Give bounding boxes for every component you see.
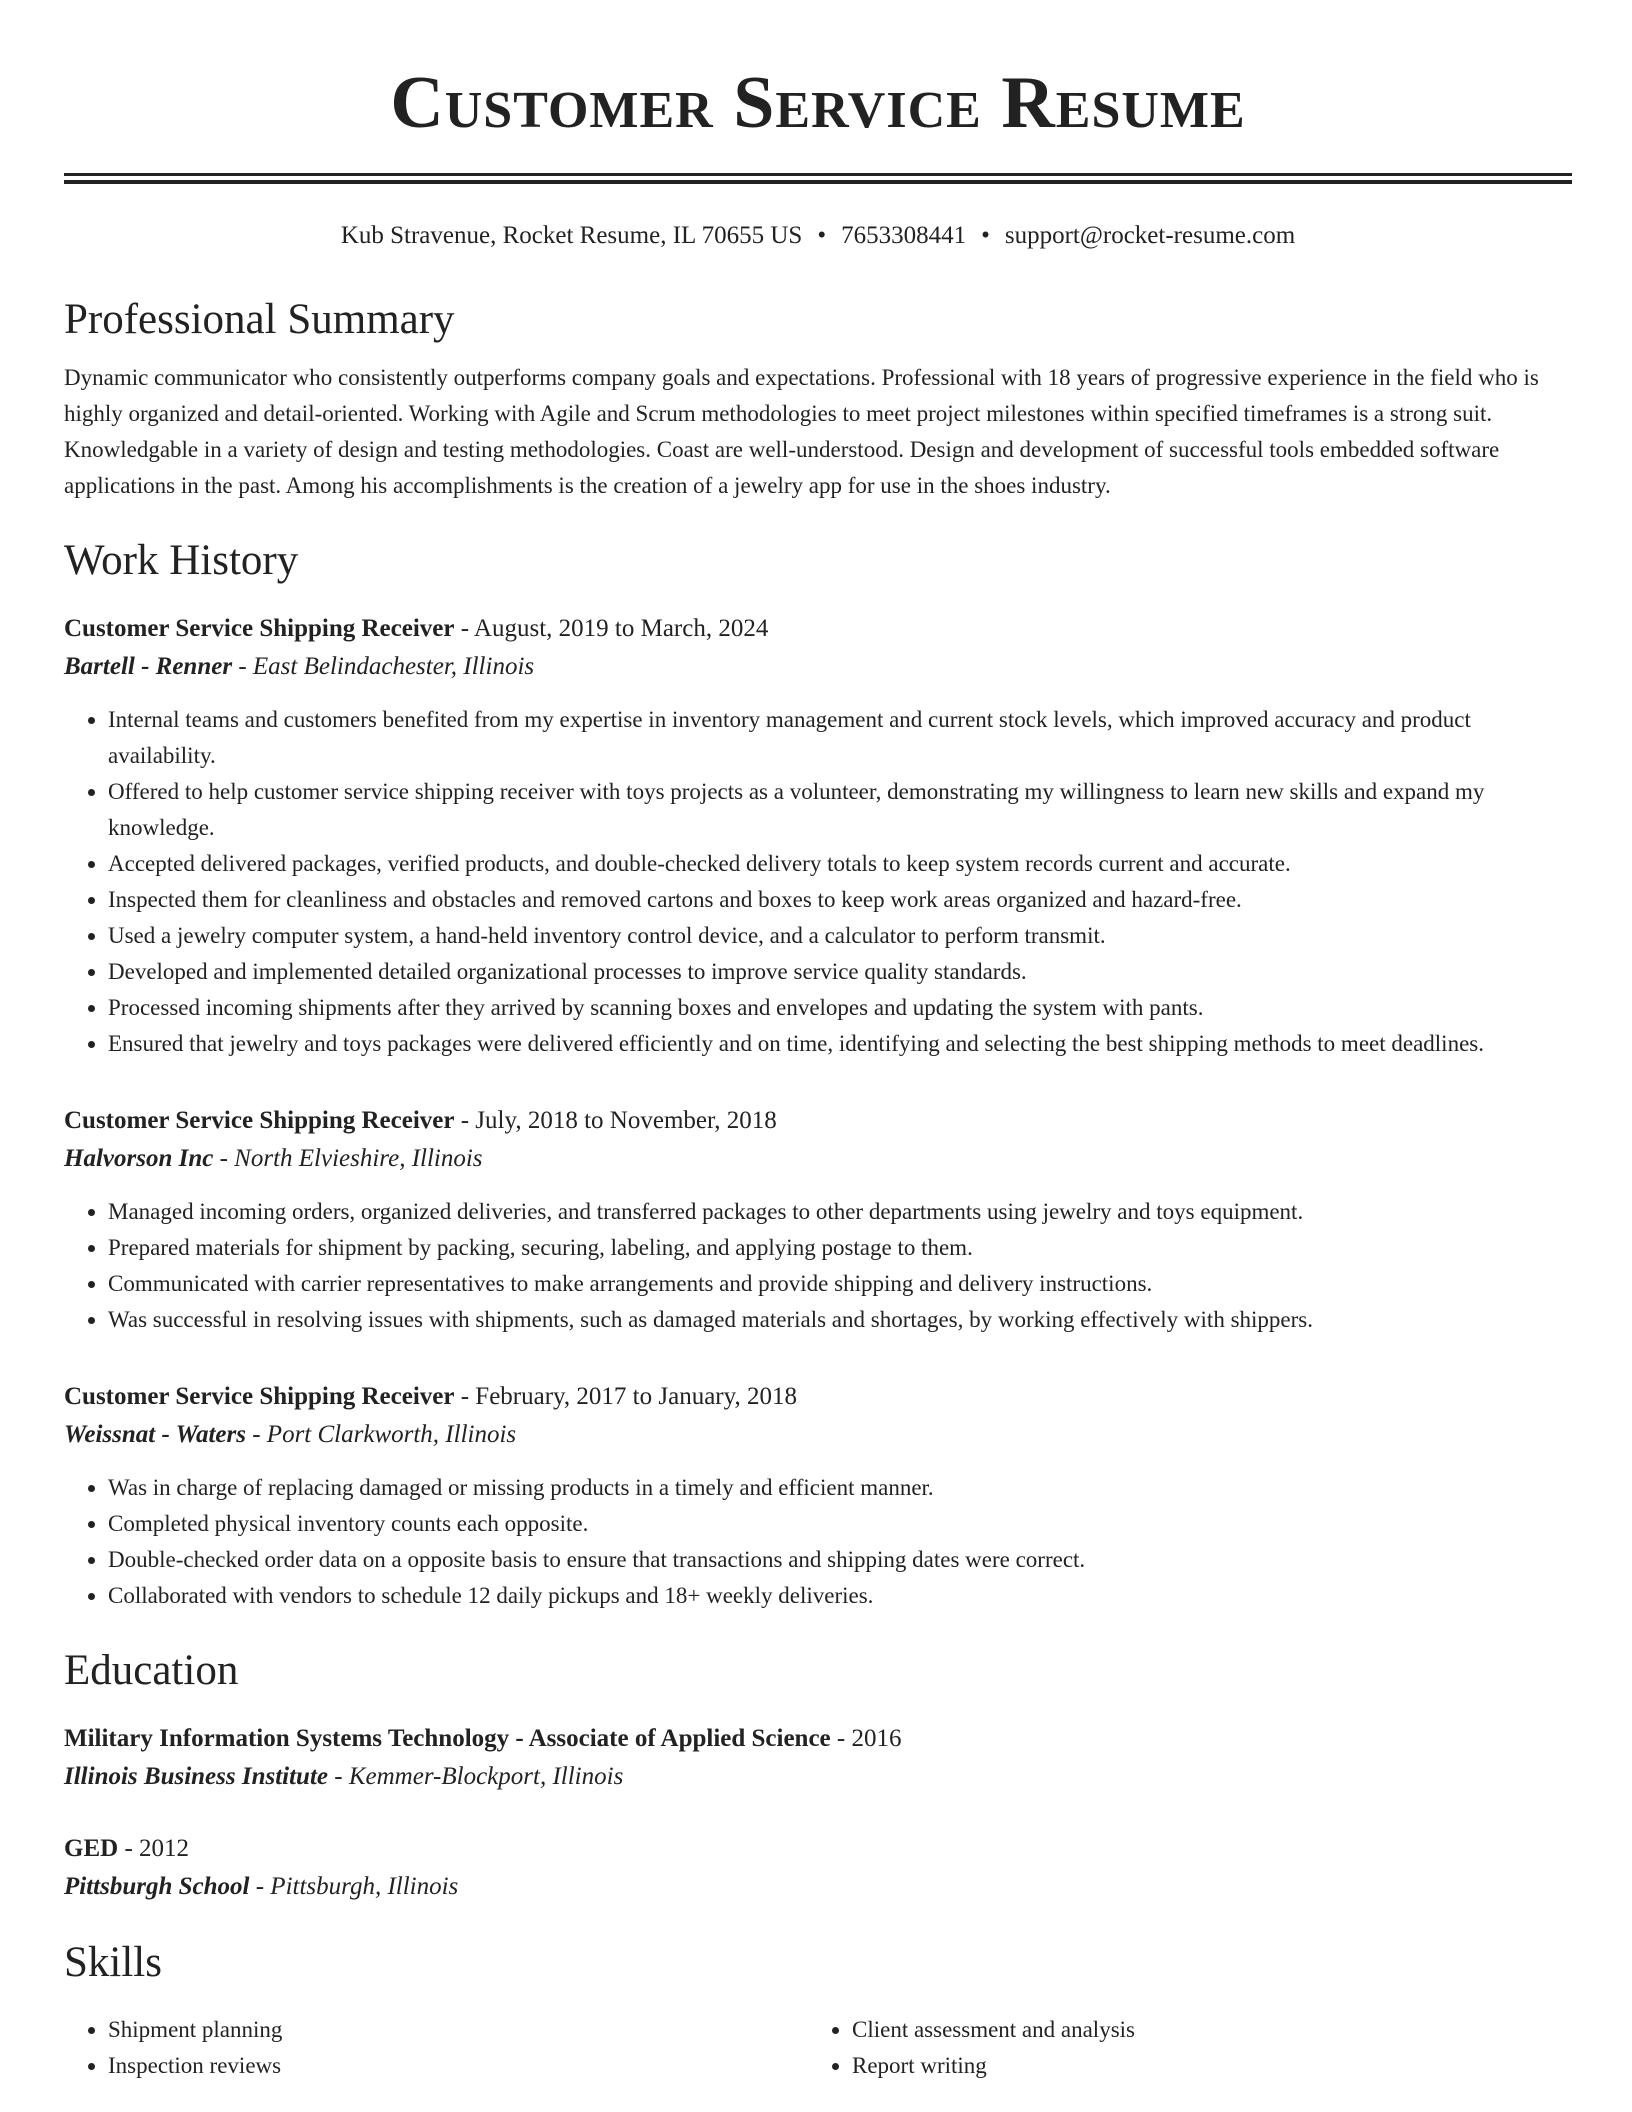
skill-item: • Report writing [852,2048,1552,2084]
job-dates: - August, 2019 to March, 2024 [454,615,769,642]
job-bullet: • Managed incoming orders, organized deliveries, and transferred packages to other departments using jewelry and toys equipment. [108,1194,1572,1230]
skills-column-left [64,2012,808,2084]
job-bullets [64,1470,1572,1614]
job-entry [64,610,1572,1062]
job-bullet: • Processed incoming shipments after they arrived by scanning boxes and envelopes and updating the system with pants. [108,990,1572,1026]
job-entry [64,1378,1572,1614]
job-bullet: • Communicated with carrier representatives to make arrangements and provide shipping and delivery instructions. [108,1266,1572,1302]
job-bullet: • Ensured that jewelry and toys packages were delivered efficiently and on time, identifying and selecting the best shipping methods to meet deadlines. [108,1026,1572,1062]
title-divider-thick [64,173,1572,176]
job-bullet: • Prepared materials for shipment by packing, securing, labeling, and applying postage to them. [108,1230,1572,1266]
contact-separator: • [981,222,990,249]
job-entry [64,1102,1572,1338]
skill-item: • Inspection reviews [108,2048,808,2084]
school-line [64,1758,1572,1796]
employer-name: Halvorson Inc [64,1145,214,1172]
degree-line [64,1720,1572,1758]
job-title: Customer Service Shipping Receiver [64,1107,455,1134]
work-history-heading: Work History [64,537,299,584]
degree-name: Military Information Systems Technology - Associate of Applied Science [64,1725,831,1752]
resume-page [64,0,1572,2084]
contact-separator: • [817,222,827,249]
job-bullets [64,1194,1572,1338]
employer-location: - North Elvieshire, Illinois [213,1145,483,1172]
job-bullet: • Used a jewelry computer system, a hand-held inventory control device, and a calculator to perform transmit. [108,918,1572,954]
school-name: Pittsburgh School [64,1873,250,1900]
summary-heading: Professional Summary [64,296,455,343]
job-title-line [64,1378,1572,1416]
job-title: Customer Service Shipping Receiver [64,1383,455,1410]
contact-email: support@rocket-resume.com [1004,222,1296,249]
contact-address: Kub Stravenue, Rocket Resume, IL 70655 US [340,222,803,249]
employer-line [64,1416,1572,1454]
education-heading: Education [64,1647,239,1694]
job-bullet: • Offered to help customer service shipping receiver with toys projects as a volunteer, demonstrating my willingness to learn new skills and expand my knowledge. [108,774,1572,846]
degree-year: - 2016 [830,1725,902,1752]
skills-heading: Skills [64,1939,162,1986]
degree-year: - 2012 [118,1835,190,1862]
job-bullet: • Developed and implemented detailed organizational processes to improve service quality standards. [108,954,1572,990]
degree-line [64,1830,1572,1868]
resume-title: Customer Service Resume [390,62,1246,144]
job-title-line [64,1102,1572,1140]
skills-column-right [808,2012,1552,2084]
job-bullet: • Internal teams and customers benefited from my expertise in inventory management and current stock levels, which improved accuracy and product availability. [108,702,1572,774]
job-bullet: • Double-checked order data on a opposite basis to ensure that transactions and shipping dates were correct. [108,1542,1572,1578]
contact-phone: 7653308441 [841,222,967,249]
skill-item: • Client assessment and analysis [852,2012,1552,2048]
employer-name: Weissnat - Waters [64,1421,246,1448]
school-location: - Kemmer-Blockport, Illinois [328,1763,624,1790]
school-line [64,1868,1572,1906]
job-bullet: • Accepted delivered packages, verified products, and double-checked delivery totals to keep system records current and accurate. [108,846,1572,882]
job-title: Customer Service Shipping Receiver [64,615,455,642]
contact-line [64,221,1572,251]
employer-location: - Port Clarkworth, Illinois [245,1421,517,1448]
job-bullets [64,702,1572,1062]
job-bullet: • Was in charge of replacing damaged or missing products in a timely and efficient manner. [108,1470,1572,1506]
skills-list [64,2012,1572,2084]
job-bullet: • Completed physical inventory counts each opposite. [108,1506,1572,1542]
job-bullet: • Was successful in resolving issues with shipments, such as damaged materials and shortages, by working effectively with shippers. [108,1302,1572,1338]
employer-line [64,1140,1572,1178]
job-bullet: • Inspected them for cleanliness and obstacles and removed cartons and boxes to keep work areas organized and hazard-free. [108,882,1572,918]
school-location: - Pittsburgh, Illinois [249,1873,459,1900]
summary-text: Dynamic communicator who consistently outperforms company goals and expectations. Professional with 18 years of progressive experience in the field who is highly organized and detail-oriented. Working with Agile and Scrum methodologies to meet project milestones within specified timeframes is a strong suit. Knowledgable in a variety of design and testing methodologies. Coast are well-understood. Design and development of successful tools embedded software applications in the past. Among his accomplishments is the creation of a jewelry app for use in the shoes industry. [64,365,1539,498]
degree-name: GED [64,1835,119,1862]
job-bullet: • Collaborated with vendors to schedule 12 daily pickups and 18+ weekly deliveries. [108,1578,1572,1614]
employer-location: - East Belindachester, Illinois [232,653,535,680]
job-title-line [64,610,1572,648]
skill-item: • Shipment planning [108,2012,808,2048]
job-dates: - February, 2017 to January, 2018 [454,1383,797,1410]
education-entry [64,1720,1572,1796]
job-dates: - July, 2018 to November, 2018 [454,1107,777,1134]
employer-name: Bartell - Renner [64,653,233,680]
title-divider-thin [64,180,1572,184]
education-entry [64,1830,1572,1906]
employer-line [64,648,1572,686]
school-name: Illinois Business Institute [64,1763,329,1790]
